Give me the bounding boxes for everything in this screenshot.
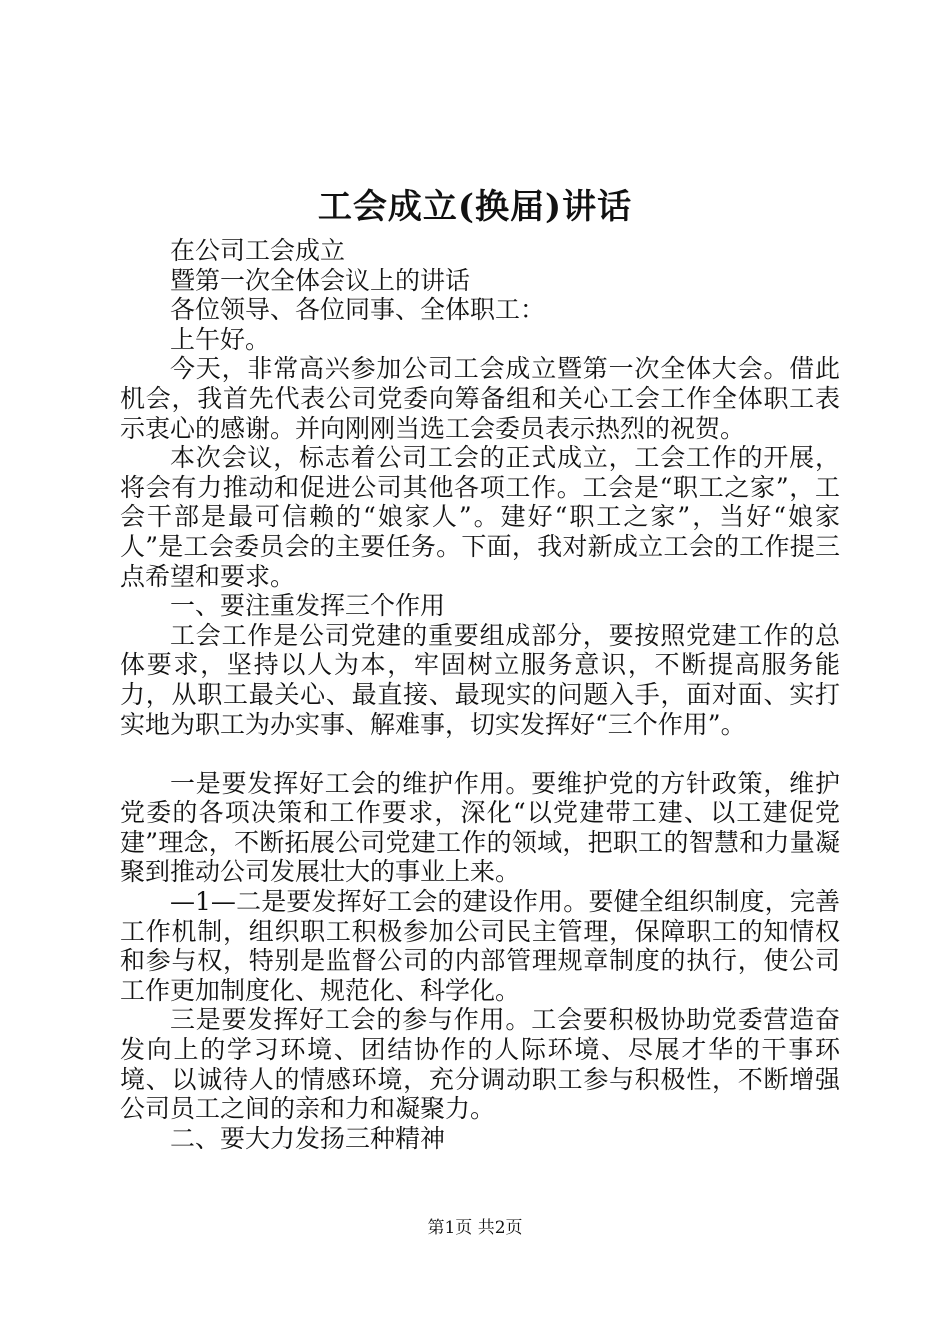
paragraph-opening: 今天，非常高兴参加公司工会成立暨第一次全体大会。借此机会，我首先代表公司党委向筹备组和关心工会工作全体职工表示衷心的感谢。并向刚刚当选工会委员表示热烈的祝贺。 (120, 354, 840, 443)
page-number-footer: 第1页 共2页 (427, 1218, 523, 1238)
section-heading-one: 一、要注重发挥三个作用 (170, 591, 446, 621)
paragraph-role-participate: 三是要发挥好工会的参与作用。工会要积极协助党委营造奋发向上的学习环境、团结协作的人际环境、尽展才华的干事环境、以诚待人的情感环境，充分调动职工参与积极性，不断增强公司员工之间的亲和力和凝聚力。 (120, 1005, 840, 1124)
paragraph-three-roles: 工会工作是公司党建的重要组成部分，要按照党建工作的总体要求，坚持以人为本，牢固树立服务意识，不断提高服务能力，从职工最关心、最直接、最现实的问题入手，面对面、实打实地为职工为办实事、解难事，切实发挥好“三个作用”。 (120, 620, 840, 739)
section-heading-two: 二、要大力发扬三种精神 (170, 1123, 446, 1153)
paragraph-salutation: 各位领导、各位同事、全体职工： (170, 295, 546, 325)
paragraph-meeting-significance: 本次会议，标志着公司工会的正式成立，工会工作的开展，将会有力推动和促进公司其他各项工作。工会是“职工之家”，工会干部是最可信赖的“娘家人”。建好“职工之家”，当好“娘家人”是工会委员会的主要任务。下面，我对新成立工会的工作提三点希望和要求。 (120, 443, 840, 591)
paragraph-meeting-line-2: 暨第一次全体会议上的讲话 (170, 265, 471, 295)
paragraph-role-build: —1—二是要发挥好工会的建设作用。要健全组织制度，完善工作机制，组织职工积极参加公司民主管理，保障职工的知情权和参与权，特别是监督公司的内部管理规章制度的执行，使公司工作更加制度化、规范化、科学化。 (120, 887, 840, 1005)
document-title: 工会成立(换届)讲话 (317, 187, 633, 227)
document-body (120, 236, 840, 1153)
paragraph-role-maintain: 一是要发挥好工会的维护作用。要维护党的方针政策，维护党委的各项决策和工作要求，深化“以党建带工建、以工建促党建”理念，不断拓展公司党建工作的领域，把职工的智慧和力量凝聚到推动公司发展壮大的事业上来。 (120, 768, 840, 887)
paragraph-greeting: 上午好。 (170, 324, 271, 354)
paragraph-meeting-line-1: 在公司工会成立 (170, 236, 346, 265)
